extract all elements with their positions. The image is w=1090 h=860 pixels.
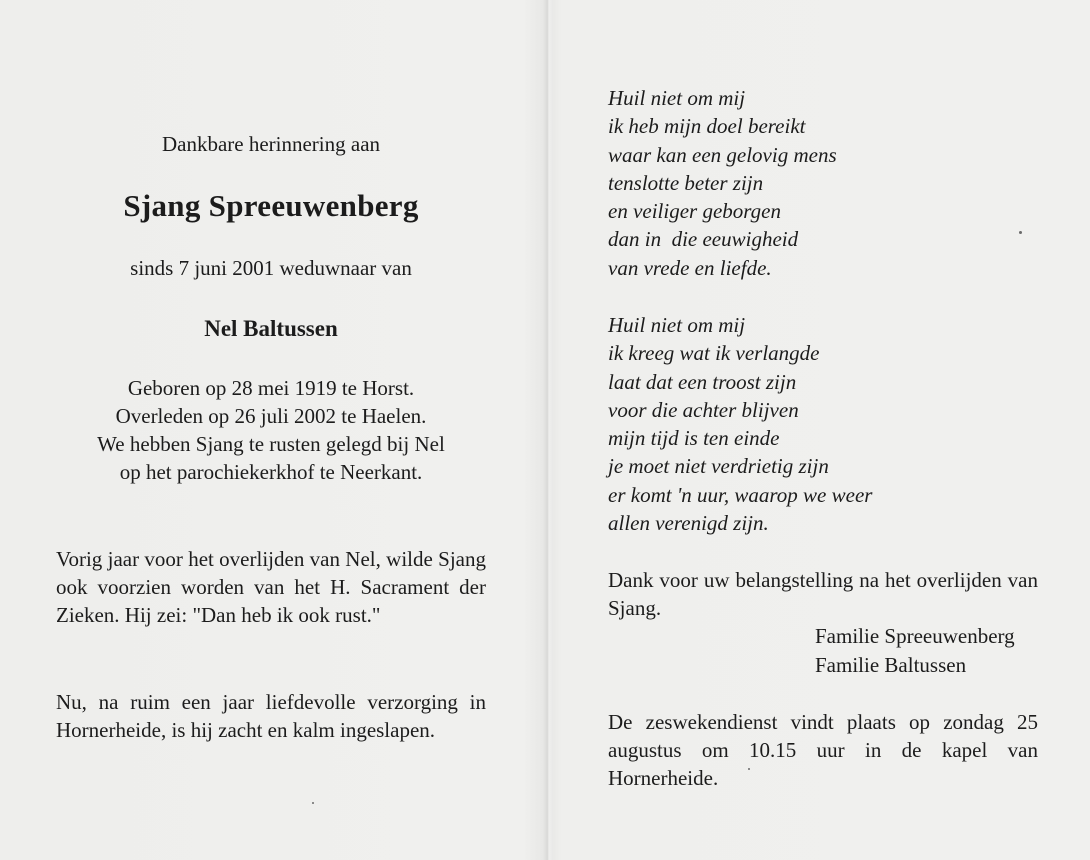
poem-line: voor die achter blijven [608,397,799,422]
poem-line: en veiliger geborgen [608,199,781,224]
family-name: Familie Baltussen [815,653,967,677]
bio-line: Geboren op 28 mei 1919 te Horst. [127,376,415,400]
poem-line: ik heb mijn doel bereikt [608,114,806,139]
poem-line: mijn tijd is ten einde [608,426,780,451]
deceased-name: Sjang Spreeuwenberg [123,188,419,223]
story-paragraph-1: Vorig jaar voor het overlijden van Nel, wilde Sjang ook voorzien worden van het H. Sacrament der Zieken. Hij zei: "Dan heb ik ook rust." [56,547,486,627]
left-panel [56,0,486,860]
biography [56,374,486,486]
poem-line: allen verenigd zijn. [608,511,769,536]
poem-stanza-1 [608,84,1038,282]
paper-speck [1019,231,1022,234]
poem-line: van vrede en liefde. [608,255,772,280]
story-paragraph-2: Nu, na ruim een jaar liefdevolle verzorging in Hornerheide, is hij zacht en kalm ingeslapen. [56,690,486,742]
right-panel [608,0,1038,860]
poem-line: tenslotte beter zijn [608,170,764,195]
poem-line: dan in die eeuwigheid [608,227,799,252]
bio-line: We hebben Sjang te rusten gelegd bij Nel [97,432,445,456]
widower-line: sinds 7 juni 2001 weduwnaar van [130,256,412,280]
poem-line: ik kreeg wat ik verlangde [608,341,820,366]
thanks-paragraph: Dank voor uw belangstelling na het overlijden van Sjang. [608,568,1038,620]
service-announcement: De zeswekendienst vindt plaats op zondag 25 augustus om 10.15 uur in de kapel van Hornerheide. [608,710,1038,790]
family-signatures [815,622,1015,680]
card-fold [543,0,553,860]
poem-line: laat dat een troost zijn [608,369,797,394]
bio-line: op het parochiekerkhof te Neerkant. [119,460,423,484]
poem-line: waar kan een gelovig mens [608,142,837,167]
poem-line: Huil niet om mij [608,86,746,110]
paper-speck [312,802,314,804]
poem-line: je moet niet verdrietig zijn [608,454,829,479]
paper-speck [748,768,750,770]
family-name: Familie Spreeuwenberg [815,624,1015,648]
intro-line: Dankbare herinnering aan [161,132,381,156]
poem-line: Huil niet om mij [608,313,746,337]
spouse-name: Nel Baltussen [204,316,338,341]
poem-line: er komt 'n uur, waarop we weer [608,482,873,507]
poem-stanza-2 [608,311,1038,537]
bio-line: Overleden op 26 juli 2002 te Haelen. [115,404,427,428]
